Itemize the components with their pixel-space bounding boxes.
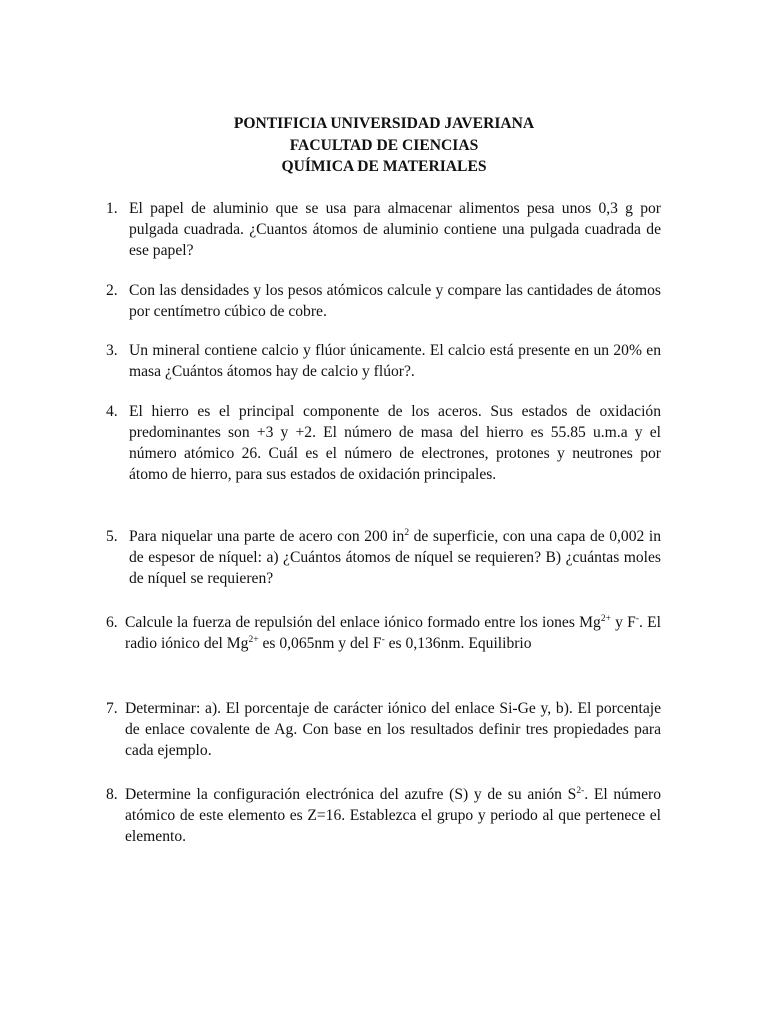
question-7 <box>106 698 661 761</box>
question-number: 6. <box>106 614 118 631</box>
superscript: 2+ <box>248 635 259 645</box>
question-text-part: Calcule la fuerza de repulsión del enlace iónico formado entre los iones Mg <box>125 614 601 631</box>
question-text-part: . El radio iónico del Mg <box>125 614 661 652</box>
question-number: 4. <box>106 403 118 420</box>
question-number: 3. <box>106 342 118 359</box>
question-3 <box>106 340 661 382</box>
question-8 <box>106 784 662 847</box>
course-title: QUÍMICA DE MATERIALES <box>281 158 487 175</box>
superscript: 2 <box>404 528 410 538</box>
question-text: El papel de aluminio que se usa para almacenar alimentos pesa unos 0,3 g por pulgada cuadrada. ¿Cuantos átomos de aluminio contiene una pulgada cuadrada de ese papel? <box>129 200 661 259</box>
question-text: Determinar: a). El porcentaje de carácter iónico del enlace Si-Ge y, b). El porcentaje de enlace covalente de Ag. Con base en los resultados definir tres propiedades para cada ejemplo. <box>125 700 661 759</box>
question-text: Un mineral contiene calcio y flúor únicamente. El calcio está presente en un 20% en masa ¿Cuántos átomos hay de calcio y flúor?. <box>129 342 661 380</box>
question-text-part: es 0,065nm y del F <box>258 635 382 652</box>
question-number: 1. <box>106 200 118 217</box>
question-text: El hierro es el principal componente de los aceros. Sus estados de oxidación predominantes son +3 y +2. El número de masa del hierro es 55.85 u.m.a y el número atómico 26. Cuál es el número de electrones, protones y neutrones por átomo de hierro, para sus estados de oxidación principales. <box>129 403 661 483</box>
question-text-part: de superficie, con una capa de 0,002 in de espesor de níquel: a) ¿Cuántos átomos de níquel se requieren? B) ¿cuántas moles de níquel se requieren? <box>129 528 661 587</box>
question-number: 5. <box>106 528 118 545</box>
question-5 <box>106 526 661 589</box>
question-text-part: y F <box>610 614 636 631</box>
question-4 <box>106 401 661 485</box>
question-2 <box>106 280 661 322</box>
document-header <box>0 113 768 178</box>
question-text-part: . El número atómico de este elemento es Z=16. Establezca el grupo y periodo al que pertenece el elemento. <box>125 786 662 845</box>
faculty-title: FACULTAD DE CIENCIAS <box>289 136 479 154</box>
superscript: - <box>381 635 385 645</box>
question-1 <box>106 198 661 261</box>
question-6 <box>106 612 661 654</box>
question-text <box>125 784 661 847</box>
question-number: 7. <box>106 700 118 717</box>
question-text-part: es 0,136nm. Equilibrio <box>384 635 532 652</box>
question-text <box>129 526 661 589</box>
question-text-part: Determine la configuración electrónica del azufre (S) y de su anión S <box>125 786 577 803</box>
question-number: 8. <box>106 786 118 803</box>
superscript: - <box>635 614 639 624</box>
question-text <box>125 612 661 654</box>
question-number: 2. <box>106 282 118 299</box>
question-text: Con las densidades y los pesos atómicos calcule y compare las cantidades de átomos por centímetro cúbico de cobre. <box>129 282 661 320</box>
superscript: 2+ <box>600 614 611 624</box>
superscript: 2- <box>576 786 585 796</box>
question-text-part: Para niquelar una parte de acero con 200 in <box>129 528 405 545</box>
university-title: PONTIFICIA UNIVERSIDAD JAVERIANA <box>233 115 535 132</box>
